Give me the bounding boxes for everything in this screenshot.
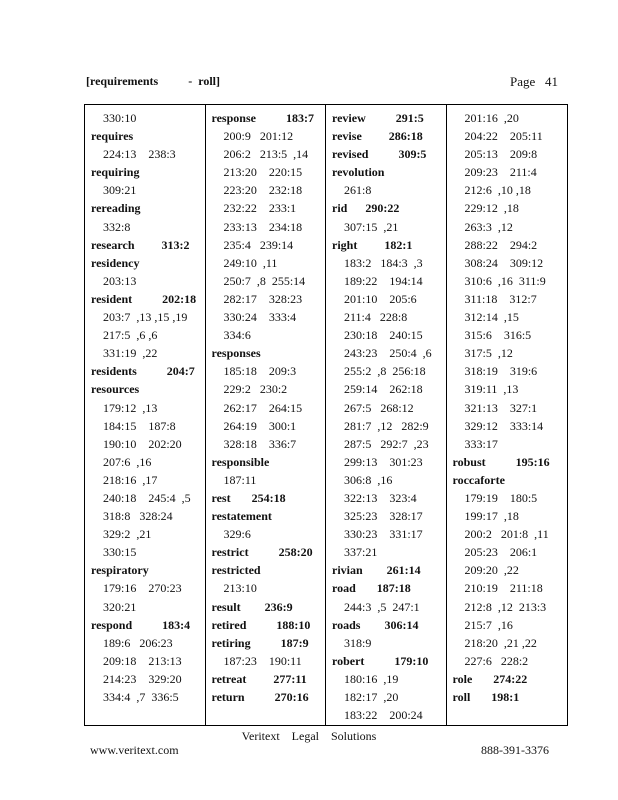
- index-citation: 200:2 201:8 ,11: [464, 527, 549, 542]
- index-citation: 325:23 328:17: [344, 509, 423, 524]
- index-citation: 308:24 309:12: [464, 255, 544, 270]
- index-citation: 255:2 ,8 256:18: [344, 364, 426, 379]
- index-term: respiratory: [91, 563, 149, 578]
- index-citation: 310:6 ,16 311:9: [464, 273, 546, 288]
- index-citation: 329:6: [223, 527, 251, 542]
- index-citation: 243:23 250:4 ,6: [344, 346, 432, 361]
- index-citation: 182:17 ,20: [344, 690, 399, 704]
- index-term: response 183:7: [211, 111, 314, 125]
- index-citation: 315:6 316:5: [464, 328, 532, 343]
- index-term: rest 254:18: [211, 490, 286, 505]
- index-column-3: [326, 105, 447, 725]
- index-citation: 318:8 328:24: [103, 509, 173, 524]
- index-citation: 311:18 312:7: [464, 291, 537, 306]
- index-citation: 210:19 211:18: [464, 581, 543, 596]
- index-citation: 215:7 ,16: [464, 617, 513, 632]
- index-citation: 281:7 ,12 282:9: [344, 418, 429, 433]
- index-term: residents 204:7: [91, 364, 195, 379]
- index-term: retired 188:10: [211, 617, 311, 632]
- index-citation: 261:8: [344, 183, 372, 198]
- index-citation: 250:7 ,8 255:14: [223, 273, 306, 288]
- index-range-header: [requirements - roll]: [86, 74, 220, 88]
- index-term: requiring: [91, 165, 140, 180]
- index-citation: 230:18 240:15: [344, 328, 423, 343]
- index-citation: 229:12 ,18: [464, 201, 519, 216]
- index-citation: 235:4 239:14: [223, 237, 294, 252]
- index-citation: 262:17 264:15: [223, 400, 303, 415]
- index-citation: 209:18 213:13: [103, 653, 182, 668]
- index-citation: 212:6 ,10 ,18: [464, 183, 531, 198]
- index-term: restrict 258:20: [211, 545, 313, 560]
- index-citation: 334:4 ,7 336:5: [103, 690, 179, 704]
- index-citation: 217:5 ,6 ,6: [103, 328, 158, 343]
- index-citation: 224:13 238:3: [103, 147, 176, 162]
- footer-phone: 888-391-3376: [481, 743, 549, 757]
- index-citation: 207:6 ,16: [103, 454, 152, 469]
- index-citation: 190:10 202:20: [103, 436, 182, 451]
- index-term: resident 202:18: [91, 291, 197, 306]
- index-citation: 322:13 323:4: [344, 490, 417, 505]
- index-citation: 200:9 201:12: [223, 129, 294, 144]
- index-citation: 211:4 228:8: [344, 310, 408, 325]
- index-citation: 205:13 209:8: [464, 147, 538, 162]
- index-citation: 179:19 180:5: [464, 490, 538, 505]
- index-citation: 319:11 ,13: [464, 382, 519, 397]
- index-citation: 201:10 205:6: [344, 291, 417, 306]
- index-citation: 233:13 234:18: [223, 219, 303, 234]
- index-citation: 189:6 206:23: [103, 635, 173, 650]
- index-citation: 318:19 319:6: [464, 364, 538, 379]
- footer-website: www.veritext.com: [90, 743, 179, 757]
- index-citation: 287:5 292:7 ,23: [344, 436, 429, 451]
- index-citation: 203:13: [103, 273, 137, 288]
- index-citation: 332:8: [103, 219, 131, 234]
- index-citation: 288:22 294:2: [464, 237, 538, 252]
- index-citation: 306:8 ,16: [344, 472, 393, 487]
- index-term: requires: [91, 129, 134, 144]
- index-citation: 259:14 262:18: [344, 382, 423, 397]
- index-term: rivian 261:14: [332, 563, 421, 578]
- index-term: right 182:1: [332, 237, 413, 252]
- index-citation: 214:23 329:20: [103, 671, 182, 686]
- index-term: roll 198:1: [452, 690, 520, 704]
- index-term: review 291:5: [332, 111, 424, 125]
- index-citation: 329:12 333:14: [464, 418, 544, 433]
- index-citation: 334:6: [223, 328, 251, 343]
- index-citation: 209:20 ,22: [464, 563, 519, 578]
- index-citation: 187:23 190:11: [223, 653, 302, 668]
- index-citation: 240:18 245:4 ,5: [103, 490, 191, 505]
- page-number: Page 41: [509, 74, 558, 89]
- index-term: residency: [91, 255, 140, 270]
- index-citation: 183:2 184:3 ,3: [344, 255, 423, 270]
- index-citation: 317:5 ,12: [464, 346, 513, 361]
- index-citation: 227:6 228:2: [464, 653, 529, 668]
- index-citation: 206:2 213:5 ,14: [223, 147, 309, 162]
- index-term: return 270:16: [211, 690, 309, 704]
- index-citation: 321:13 327:1: [464, 400, 538, 415]
- index-term: role 274:22: [452, 671, 528, 686]
- index-term: responsible: [211, 454, 270, 469]
- index-citation: 184:15 187:8: [103, 418, 176, 433]
- index-term: revised 309:5: [332, 147, 427, 162]
- index-term: roccaforte: [452, 472, 505, 487]
- index-citation: 223:20 232:18: [223, 183, 303, 198]
- index-citation: 330:23 331:17: [344, 527, 423, 542]
- index-citation: 320:21: [103, 599, 137, 614]
- index-citation: 213:20 220:15: [223, 165, 303, 180]
- index-citation: 179:16 270:23: [103, 581, 182, 596]
- index-citation: 329:2 ,21: [103, 527, 152, 542]
- index-term: rereading: [91, 201, 141, 216]
- index-citation: 263:3 ,12: [464, 219, 513, 234]
- index-citation: 201:16 ,20: [464, 111, 519, 125]
- index-term: research 313:2: [91, 237, 190, 252]
- index-term: robust 195:16: [452, 454, 550, 469]
- index-citation: 189:22 194:14: [344, 273, 423, 288]
- index-citation: 203:7 ,13 ,15 ,19: [103, 310, 188, 325]
- index-citation: 180:16 ,19: [344, 671, 399, 686]
- index-term: revise 286:18: [332, 129, 423, 144]
- index-citation: 229:2 230:2: [223, 382, 288, 397]
- index-citation: 218:20 ,21 ,22: [464, 635, 537, 650]
- index-citation: 318:9: [344, 635, 372, 650]
- index-citation: 213:10: [223, 581, 257, 596]
- index-table: [84, 104, 568, 726]
- index-citation: 218:16 ,17: [103, 472, 158, 487]
- index-term: road 187:18: [332, 581, 411, 596]
- index-term: robert 179:10: [332, 653, 429, 668]
- index-citation: 232:22 233:1: [223, 201, 297, 216]
- index-citation: 185:18 209:3: [223, 364, 297, 379]
- footer-company: Veritext Legal Solutions: [241, 729, 377, 743]
- index-term: restricted: [211, 563, 261, 578]
- index-citation: 282:17 328:23: [223, 291, 303, 306]
- index-citation: 204:22 205:11: [464, 129, 543, 144]
- index-citation: 328:18 336:7: [223, 436, 297, 451]
- index-citation: 330:10: [103, 111, 137, 125]
- index-column-4: [447, 105, 568, 725]
- index-citation: 249:10 ,11: [223, 255, 278, 270]
- index-term: responses: [211, 346, 261, 361]
- index-column-1: [85, 105, 206, 725]
- index-citation: 331:19 ,22: [103, 346, 158, 361]
- index-citation: 187:11: [223, 472, 257, 487]
- index-term: rid 290:22: [332, 201, 400, 216]
- index-citation: 330:15: [103, 545, 137, 560]
- index-citation: 264:19 300:1: [223, 418, 297, 433]
- index-term: retreat 277:11: [211, 671, 307, 686]
- index-citation: 199:17 ,18: [464, 509, 519, 524]
- index-citation: 307:15 ,21: [344, 219, 399, 234]
- index-citation: 244:3 ,5 247:1: [344, 599, 420, 614]
- index-term: restatement: [211, 509, 272, 524]
- index-citation: 267:5 268:12: [344, 400, 414, 415]
- index-citation: 205:23 206:1: [464, 545, 538, 560]
- index-citation: 309:21: [103, 183, 137, 198]
- index-term: roads 306:14: [332, 617, 419, 632]
- index-citation: 179:12 ,13: [103, 400, 158, 415]
- index-term: result 236:9: [211, 599, 293, 614]
- index-term: retiring 187:9: [211, 635, 309, 650]
- index-citation: 330:24 333:4: [223, 310, 297, 325]
- index-citation: 337:21: [344, 545, 378, 560]
- index-term: respond 183:4: [91, 617, 191, 632]
- index-citation: 333:17: [464, 436, 498, 451]
- index-citation: 209:23 211:4: [464, 165, 537, 180]
- index-term: resources: [91, 382, 140, 397]
- index-citation: 212:8 ,12 213:3: [464, 599, 547, 614]
- index-column-2: [206, 105, 327, 725]
- index-citation: 312:14 ,15: [464, 310, 519, 325]
- index-citation: 183:22 200:24: [344, 708, 423, 723]
- index-term: revolution: [332, 165, 385, 180]
- index-citation: 299:13 301:23: [344, 454, 423, 469]
